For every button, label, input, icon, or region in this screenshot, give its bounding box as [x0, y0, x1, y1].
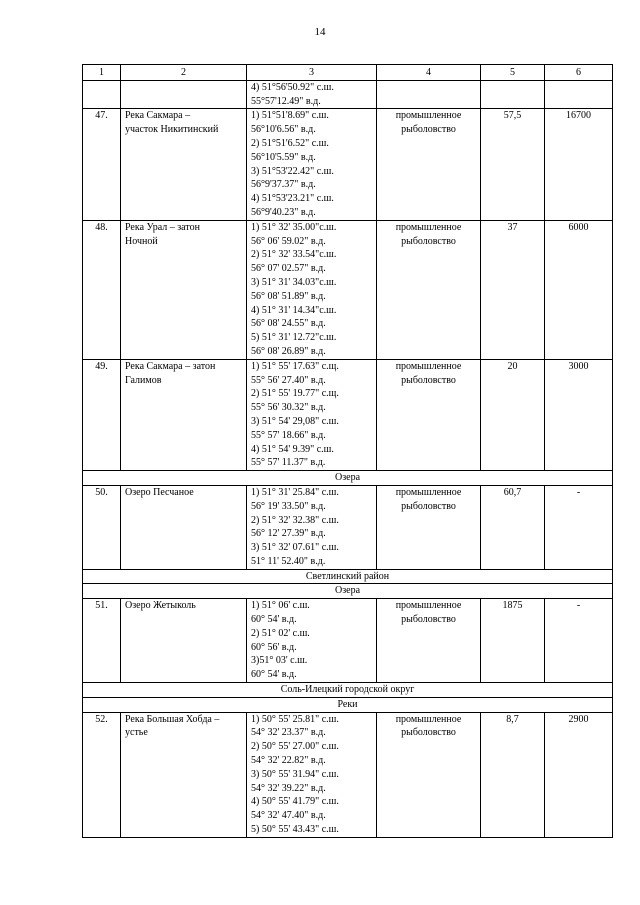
- coordinate-line: 1) 50° 55' 25.81" с.ш.: [251, 713, 339, 725]
- use-type-line: промышленное: [395, 221, 462, 233]
- coordinate-line: 51° 11' 52.40" в.д.: [251, 555, 326, 567]
- coordinate-line: 60° 56' в.д.: [251, 641, 297, 653]
- coordinate-line: 54° 32' 22.82" в.д.: [251, 755, 326, 767]
- use-type-line: рыболовство: [401, 374, 456, 386]
- coordinate-line: 56°9'40.23" в.д.: [251, 206, 316, 218]
- coordinate-line: 1) 51° 06' с.ш.: [251, 600, 310, 612]
- table-row: [83, 599, 613, 683]
- coordinate-line: 54° 32' 23.37" в.д.: [251, 727, 326, 739]
- water-body-name-line: Озеро Жетыколь: [125, 600, 196, 612]
- section-row: [83, 471, 613, 486]
- cell-coordinates: [247, 485, 377, 569]
- continuation-row: [83, 80, 613, 109]
- cell-use: [377, 80, 481, 109]
- header-col-3: 3: [247, 65, 377, 81]
- cell-use: [377, 220, 481, 359]
- cell-area: 8,7: [481, 712, 545, 837]
- cell-area: 1875: [481, 599, 545, 683]
- cell-number: 48.: [83, 220, 121, 359]
- cell-use: [377, 109, 481, 220]
- water-body-name-line: Река Большая Хобда –: [125, 713, 220, 725]
- section-heading: Реки: [83, 697, 613, 712]
- cell-name: [121, 599, 247, 683]
- cell-catch: [545, 80, 613, 109]
- coordinate-line: 4) 51°56'50.92" с.ш.: [251, 81, 334, 93]
- cell-name: [121, 485, 247, 569]
- coordinate-line: 2) 51° 55' 19.77" с.щ.: [251, 388, 339, 400]
- coordinate-line: 4) 51° 31' 14.34"с.ш.: [251, 304, 337, 316]
- cell-area: 20: [481, 359, 545, 470]
- header-col-4: 4: [377, 65, 481, 81]
- cell-catch: 6000: [545, 220, 613, 359]
- cell-number: [83, 80, 121, 109]
- cell-name: [121, 359, 247, 470]
- section-heading: Озера: [83, 584, 613, 599]
- header-col-6: 6: [545, 65, 613, 81]
- section-row: [83, 683, 613, 698]
- cell-coordinates: [247, 359, 377, 470]
- section-row: [83, 697, 613, 712]
- coordinate-line: 1) 51°51'8.69" с.ш.: [251, 110, 329, 122]
- cell-catch: -: [545, 599, 613, 683]
- cell-name: [121, 220, 247, 359]
- use-type-line: рыболовство: [401, 727, 456, 739]
- water-body-name-line: Озеро Песчаное: [125, 486, 194, 498]
- cell-catch: -: [545, 485, 613, 569]
- coordinate-line: 56° 07' 02.57" в.д.: [251, 263, 326, 275]
- coordinate-line: 1) 51° 31' 25.84" с.ш.: [251, 486, 339, 498]
- coordinate-line: 54° 32' 39.22" в.д.: [251, 782, 326, 794]
- section-heading: Светлинский район: [83, 569, 613, 584]
- use-type-line: промышленное: [395, 110, 462, 122]
- coordinate-line: 3) 50° 55' 31.94" с.ш.: [251, 768, 339, 780]
- cell-number: 52.: [83, 712, 121, 837]
- coordinate-line: 2) 50° 55' 27.00" с.ш.: [251, 741, 339, 753]
- cell-coordinates: [247, 599, 377, 683]
- table-row: [83, 359, 613, 470]
- use-type-line: рыболовство: [401, 124, 456, 136]
- coordinate-line: 56° 08' 26.89" в.д.: [251, 345, 326, 357]
- coordinate-line: 54° 32' 47.40" в.д.: [251, 810, 326, 822]
- use-type-line: рыболовство: [401, 614, 456, 626]
- coordinate-line: 4) 51°53'23.21" с.ш.: [251, 193, 334, 205]
- use-type-line: промышленное: [395, 486, 462, 498]
- table-row: [83, 712, 613, 837]
- cell-catch: 3000: [545, 359, 613, 470]
- coordinate-line: 55° 56' 27.40" в.д.: [251, 374, 326, 386]
- cell-catch: 2900: [545, 712, 613, 837]
- coordinate-line: 60° 54' в.д.: [251, 614, 297, 626]
- coordinate-line: 55° 56' 30.32" в.д.: [251, 402, 326, 414]
- water-body-name-line: Галимов: [125, 374, 162, 386]
- use-type-line: рыболовство: [401, 500, 456, 512]
- use-type-line: промышленное: [395, 360, 462, 372]
- coordinate-line: 2) 51°51'6.52" с.ш.: [251, 137, 329, 149]
- water-body-name-line: устье: [125, 727, 148, 739]
- coordinate-line: 56°10'6.56" в.д.: [251, 124, 316, 136]
- cell-catch: 16700: [545, 109, 613, 220]
- coordinate-line: 56° 19' 33.50" в.д.: [251, 500, 326, 512]
- table-row: [83, 220, 613, 359]
- water-bodies-table: [82, 64, 613, 838]
- cell-coordinates: [247, 220, 377, 359]
- table-row: [83, 485, 613, 569]
- coordinate-line: 56° 12' 27.39" в.д.: [251, 528, 326, 540]
- cell-area: [481, 80, 545, 109]
- header-col-5: 5: [481, 65, 545, 81]
- section-heading: Соль-Илецкий городской округ: [83, 683, 613, 698]
- coordinate-line: 2) 51° 32' 32.38" с.ш.: [251, 514, 339, 526]
- cell-name: [121, 80, 247, 109]
- cell-area: 57,5: [481, 109, 545, 220]
- header-row: [83, 65, 613, 81]
- coordinate-line: 60° 54' в.д.: [251, 669, 297, 681]
- coordinate-line: 56°10'5.59" в.д.: [251, 151, 316, 163]
- header-col-1: 1: [83, 65, 121, 81]
- cell-number: 49.: [83, 359, 121, 470]
- cell-coordinates: [247, 712, 377, 837]
- coordinate-line: 5) 50° 55' 43.43" с.ш.: [251, 824, 339, 836]
- water-body-name-line: Река Урал – затон: [125, 221, 200, 233]
- page-number: 14: [314, 26, 326, 38]
- section-heading: Озера: [83, 471, 613, 486]
- coordinate-line: 55° 57' 11.37" в.д.: [251, 457, 326, 469]
- cell-use: [377, 359, 481, 470]
- coordinate-line: 3)51° 03' с.ш.: [251, 655, 308, 667]
- section-row: [83, 569, 613, 584]
- cell-use: [377, 599, 481, 683]
- coordinate-line: 2) 51° 32' 33.54"с.ш.: [251, 249, 337, 261]
- coordinate-line: 3) 51°53'22.42" с.ш.: [251, 165, 334, 177]
- water-body-name-line: Река Сакмара – затон: [125, 360, 216, 372]
- water-body-name-line: Ночной: [125, 235, 158, 247]
- coordinate-line: 1) 51° 55' 17.63" с.щ.: [251, 360, 339, 372]
- cell-coordinates: [247, 109, 377, 220]
- coordinate-line: 3) 51° 31' 34.03"с.ш.: [251, 276, 337, 288]
- coordinate-line: 55° 57' 18.66" в.д.: [251, 429, 326, 441]
- cell-area: 37: [481, 220, 545, 359]
- table-row: [83, 109, 613, 220]
- cell-name: [121, 712, 247, 837]
- coordinate-line: 56° 08' 51.89" в.д.: [251, 290, 326, 302]
- coordinate-line: 2) 51° 02' с.ш.: [251, 627, 310, 639]
- section-row: [83, 584, 613, 599]
- coordinate-line: 56° 08' 24.55" в.д.: [251, 318, 326, 330]
- cell-number: 51.: [83, 599, 121, 683]
- coordinate-line: 56° 06' 59.02" в.д.: [251, 235, 326, 247]
- header-col-2: 2: [121, 65, 247, 81]
- coordinate-line: 3) 51° 32' 07.61" с.ш.: [251, 542, 339, 554]
- cell-name: [121, 109, 247, 220]
- coordinate-line: 55°57'12.49" в.д.: [251, 95, 321, 107]
- coordinate-line: 4) 51° 54' 9.39" с.ш.: [251, 443, 334, 455]
- use-type-line: рыболовство: [401, 235, 456, 247]
- cell-number: 50.: [83, 485, 121, 569]
- cell-use: [377, 485, 481, 569]
- cell-area: 60,7: [481, 485, 545, 569]
- water-body-name-line: участок Никитинский: [125, 124, 219, 136]
- cell-number: 47.: [83, 109, 121, 220]
- use-type-line: промышленное: [395, 600, 462, 612]
- cell-use: [377, 712, 481, 837]
- water-body-name-line: Река Сакмара –: [125, 110, 191, 122]
- coordinate-line: 1) 51° 32' 35.00"с.ш.: [251, 221, 337, 233]
- cell-coordinates: [247, 80, 377, 109]
- coordinate-line: 56°9'37.37" в.д.: [251, 179, 316, 191]
- use-type-line: промышленное: [395, 713, 462, 725]
- coordinate-line: 4) 50° 55' 41.79" с.ш.: [251, 796, 339, 808]
- coordinate-line: 5) 51° 31' 12.72"с.ш.: [251, 332, 337, 344]
- coordinate-line: 3) 51° 54' 29,08" с.ш.: [251, 415, 339, 427]
